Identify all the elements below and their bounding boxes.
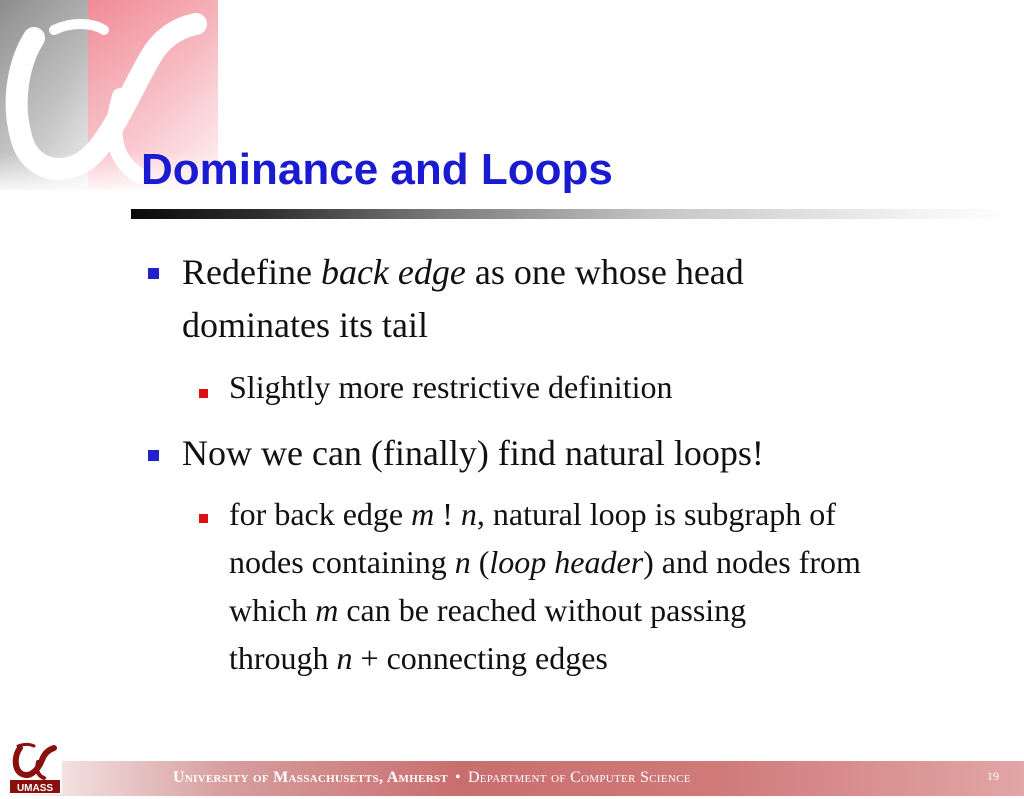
bullet-marker-square-red — [199, 389, 208, 398]
bullet-marker-square-blue — [148, 450, 159, 461]
bullet-text: for back edge — [229, 496, 412, 532]
footer-text — [173, 769, 873, 787]
italic-var: n — [460, 496, 477, 532]
bullet-text: Slightly more restrictive definition — [229, 369, 673, 405]
italic-var: m — [315, 592, 339, 628]
slide-title: Dominance and Loops — [141, 145, 613, 194]
footer-university: University of Massachusetts, Amherst — [173, 769, 449, 786]
bullet-text: as one whose head — [465, 252, 744, 292]
bullet-text: Redefine — [182, 252, 321, 292]
italic-var: m — [411, 496, 435, 532]
bullet-text: Now we can (finally) find natural loops! — [182, 433, 764, 473]
bullet-text: through — [229, 640, 337, 676]
italic-term: loop header — [489, 544, 644, 580]
bullet-text: ) and nodes from — [643, 544, 861, 580]
bullet-text: + connecting edges — [352, 640, 608, 676]
bullet-text: can be reached without passing — [338, 592, 747, 628]
umass-small-logo — [8, 740, 62, 794]
bullet-text: which — [229, 592, 316, 628]
bullet-text: nodes containing — [229, 544, 455, 580]
bullet-marker-square-red — [199, 514, 208, 523]
italic-var: n — [454, 544, 471, 580]
italic-var: n — [336, 640, 353, 676]
bullet-marker-square-blue — [148, 268, 159, 279]
title-underline — [131, 209, 1011, 219]
bullet-text: ( — [470, 544, 490, 580]
bullet-item-natural-loops — [182, 427, 1002, 480]
logo-text: UMASS — [16, 783, 54, 794]
page-number: 19 — [987, 769, 999, 783]
umass-small-logo-graphic — [8, 740, 62, 794]
arrow-symbol: ! — [434, 496, 461, 532]
bullet-text: dominates its tail — [182, 305, 428, 345]
sub-bullet-item-restrictive — [229, 363, 999, 411]
italic-term: back edge — [320, 252, 466, 292]
footer-separator: • — [455, 769, 461, 786]
bullet-item-back-edge — [182, 246, 1002, 352]
sub-bullet-item-natural-loop-definition — [229, 490, 999, 682]
footer-department: Department of Computer Science — [467, 769, 691, 786]
bullet-text: , natural loop is subgraph of — [476, 496, 836, 532]
